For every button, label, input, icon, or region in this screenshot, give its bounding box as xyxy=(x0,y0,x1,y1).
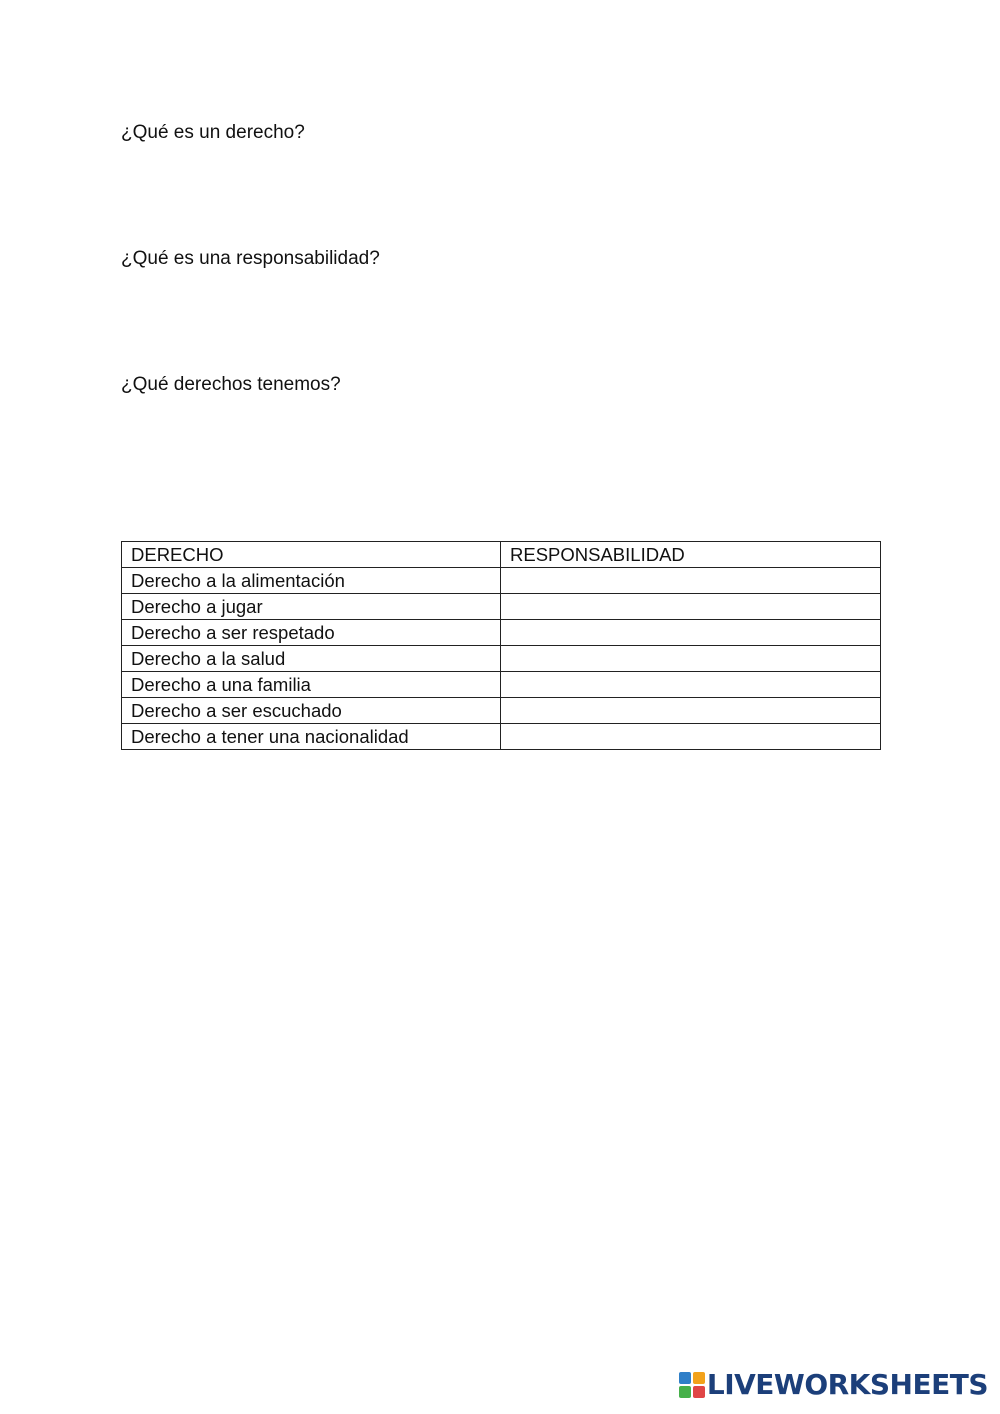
derecho-cell: Derecho a jugar xyxy=(122,594,501,620)
responsabilidad-answer-cell[interactable] xyxy=(501,646,881,672)
rights-responsibilities-table xyxy=(121,541,881,750)
liveworksheets-brand xyxy=(679,1370,988,1400)
question-derechos-tenemos: ¿Qué derechos tenemos? xyxy=(121,374,341,395)
responsabilidad-answer-cell[interactable] xyxy=(501,698,881,724)
table-row xyxy=(122,620,881,646)
responsabilidad-answer-cell[interactable] xyxy=(501,568,881,594)
table-row xyxy=(122,724,881,750)
question-derecho: ¿Qué es un derecho? xyxy=(121,122,305,143)
derecho-cell: Derecho a ser escuchado xyxy=(122,698,501,724)
responsabilidad-answer-cell[interactable] xyxy=(501,724,881,750)
table-header-row xyxy=(122,542,881,568)
header-responsabilidad: RESPONSABILIDAD xyxy=(501,542,881,568)
derecho-cell: Derecho a ser respetado xyxy=(122,620,501,646)
header-derecho: DERECHO xyxy=(122,542,501,568)
derecho-cell: Derecho a la salud xyxy=(122,646,501,672)
table-row xyxy=(122,646,881,672)
responsabilidad-answer-cell[interactable] xyxy=(501,594,881,620)
brand-name: LIVEWORKSHEETS xyxy=(706,1368,988,1401)
table-row xyxy=(122,594,881,620)
responsabilidad-answer-cell[interactable] xyxy=(501,620,881,646)
table-row xyxy=(122,698,881,724)
derecho-cell: Derecho a tener una nacionalidad xyxy=(122,724,501,750)
table-row xyxy=(122,672,881,698)
liveworksheets-logo-icon xyxy=(679,1372,705,1398)
table-row xyxy=(122,568,881,594)
derecho-cell: Derecho a una familia xyxy=(122,672,501,698)
question-responsabilidad: ¿Qué es una responsabilidad? xyxy=(121,248,380,269)
responsabilidad-answer-cell[interactable] xyxy=(501,672,881,698)
derecho-cell: Derecho a la alimentación xyxy=(122,568,501,594)
